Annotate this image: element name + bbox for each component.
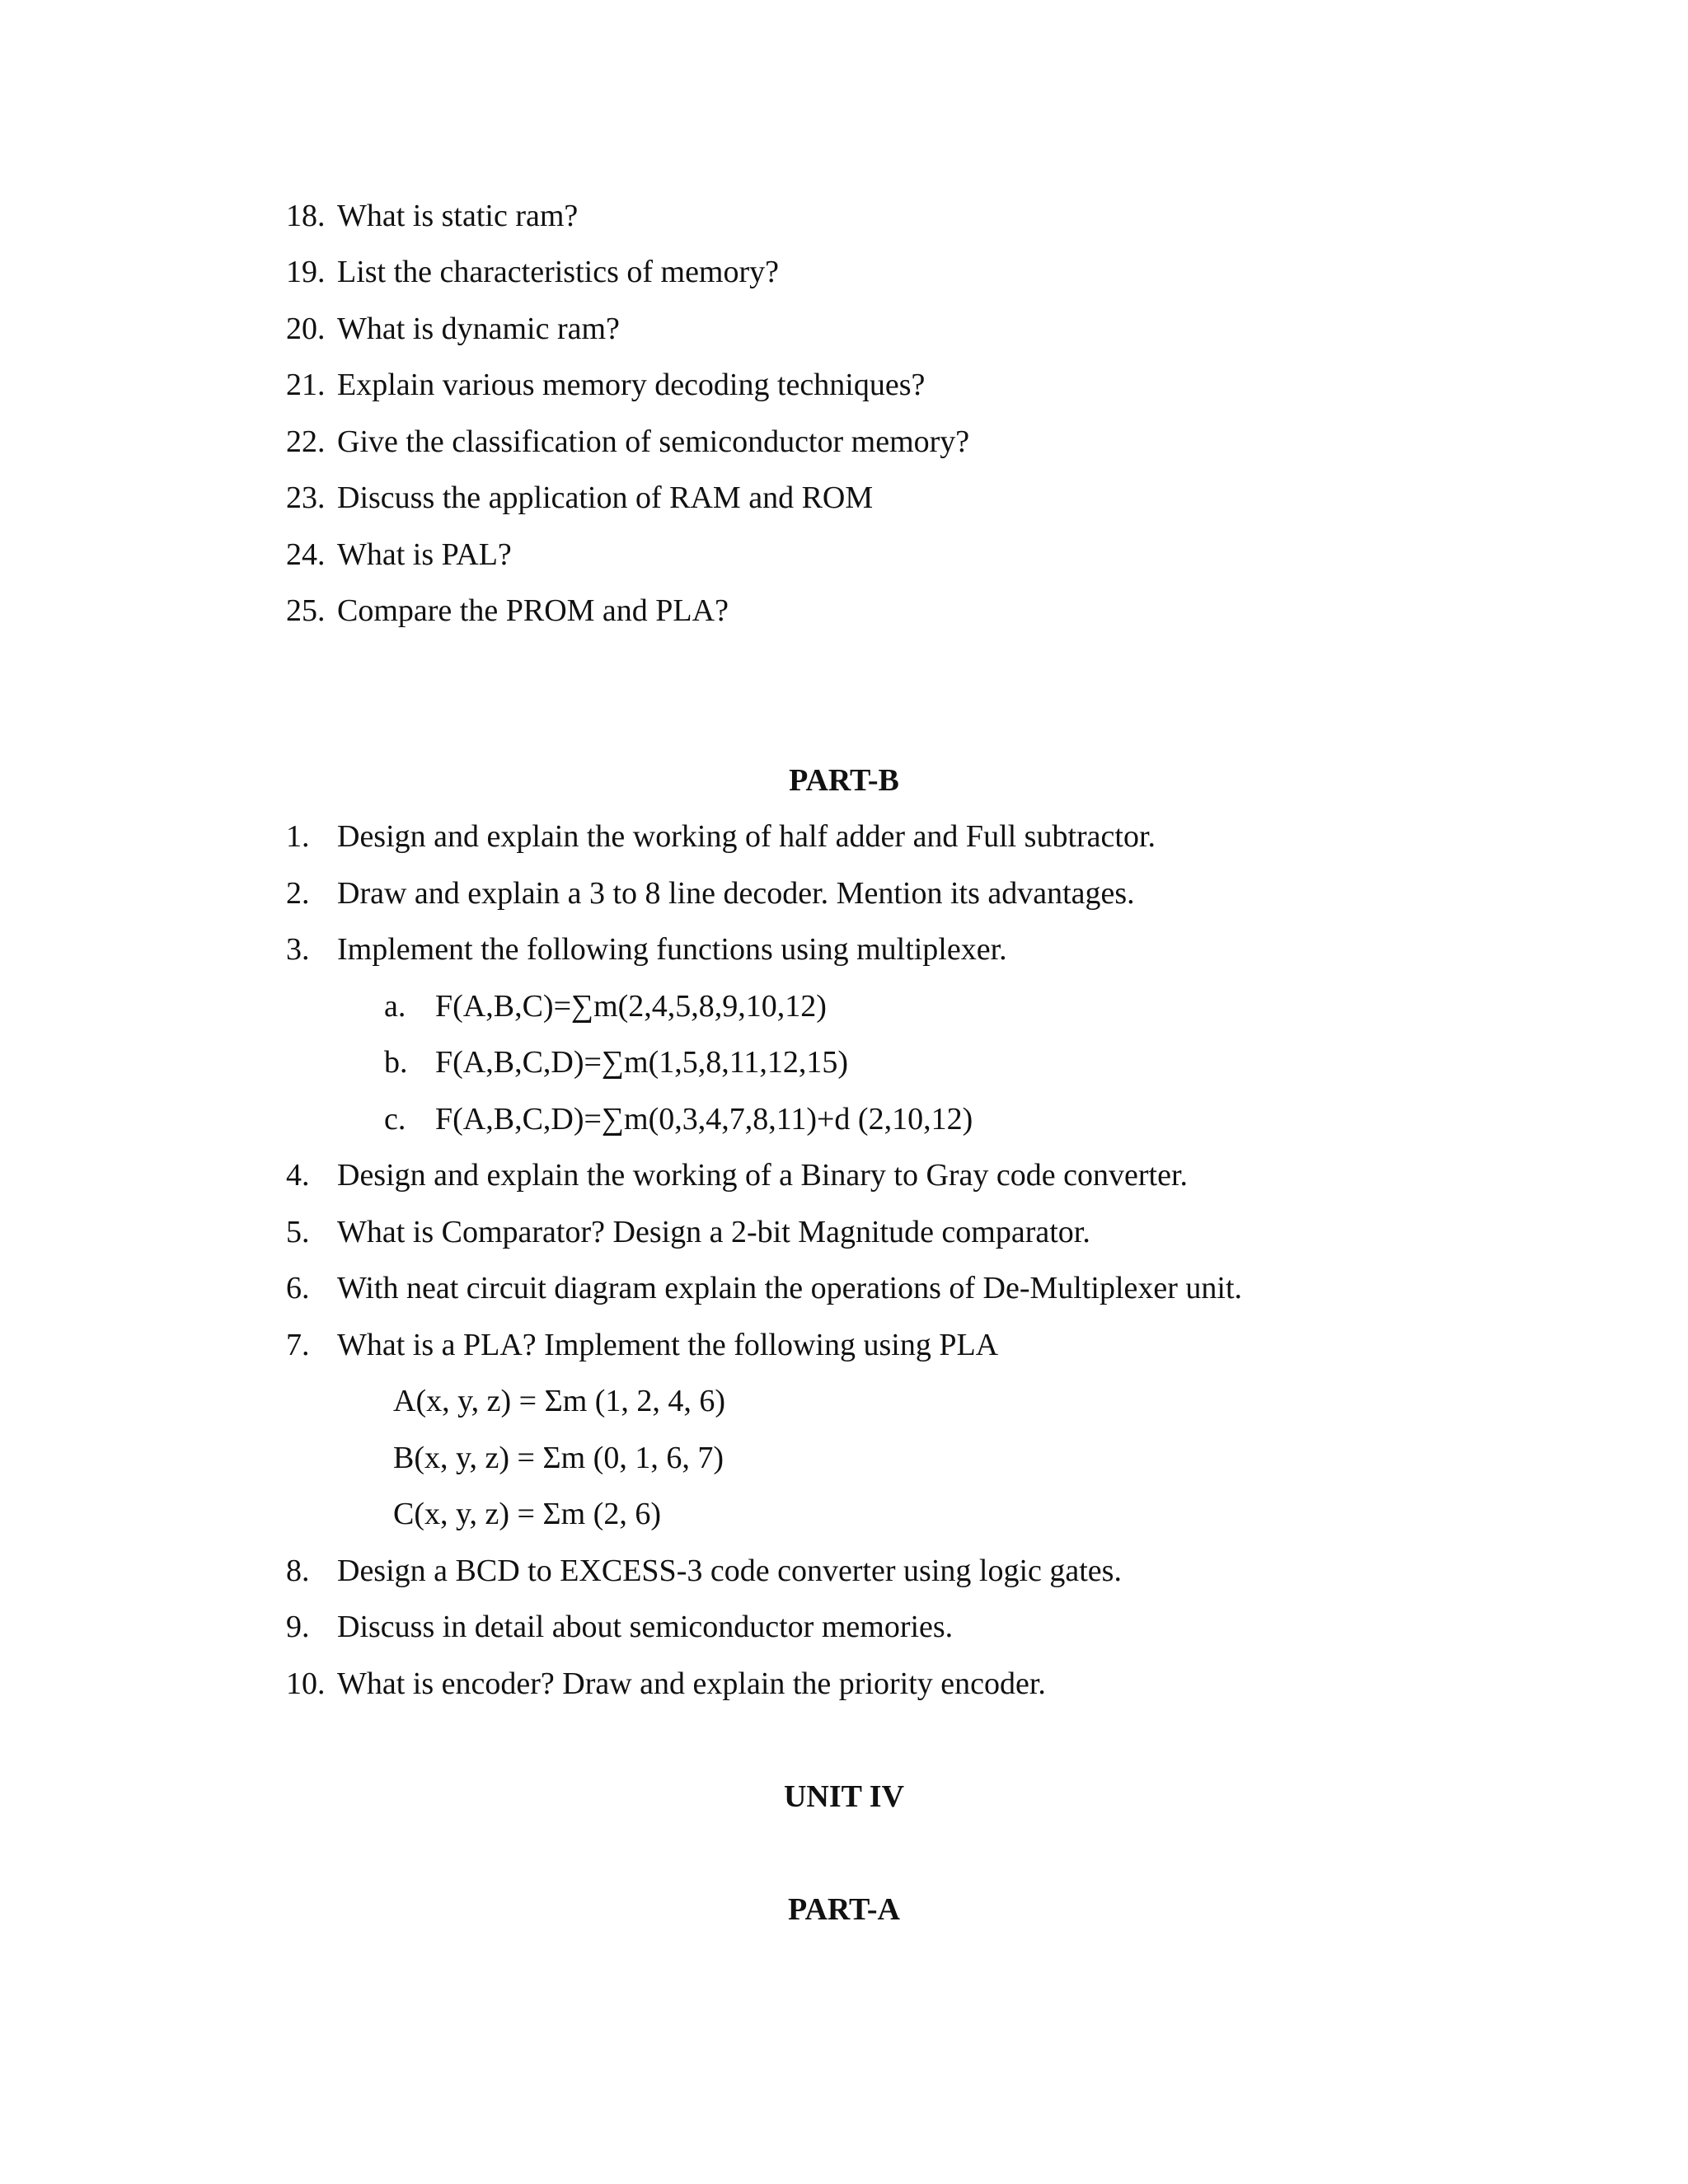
question-text: Discuss the application of RAM and ROM bbox=[337, 480, 874, 515]
part-b-question-9 bbox=[286, 1609, 953, 1645]
sub-item-letter: b. bbox=[384, 1045, 408, 1080]
question-text: List the characteristics of memory? bbox=[337, 255, 780, 289]
part-b-question-3 bbox=[286, 931, 1007, 968]
question-text: Explain various memory decoding techniques? bbox=[337, 368, 926, 402]
question-text: Draw and explain a 3 to 8 line decoder. Mention its advantages. bbox=[337, 876, 1135, 911]
question-number: 21. bbox=[286, 368, 326, 402]
sub-item-text: F(A,B,C,D)=∑m(0,3,4,7,8,11)+d (2,10,12) bbox=[435, 1102, 973, 1137]
sub-item-text: F(A,B,C,D)=∑m(1,5,8,11,12,15) bbox=[435, 1045, 848, 1080]
question-number: 7. bbox=[286, 1328, 310, 1362]
part-a-heading: PART-A bbox=[788, 1892, 900, 1927]
question-number: 22. bbox=[286, 424, 326, 459]
part-b-heading: PART-B bbox=[789, 763, 899, 798]
unit-heading: UNIT IV bbox=[783, 1779, 905, 1814]
question-22 bbox=[286, 424, 969, 460]
part-b-question-7 bbox=[286, 1327, 998, 1363]
part-b-question-3a bbox=[384, 988, 827, 1024]
part-b-question-6 bbox=[286, 1270, 1242, 1306]
question-text: Design and explain the working of a Binary to Gray code converter. bbox=[337, 1158, 1189, 1193]
question-text: What is PAL? bbox=[337, 537, 512, 572]
question-text: Discuss in detail about semiconductor memories. bbox=[337, 1610, 954, 1644]
question-25 bbox=[286, 593, 729, 629]
question-text: Design a BCD to EXCESS-3 code converter using logic gates. bbox=[337, 1554, 1122, 1588]
question-number: 9. bbox=[286, 1610, 310, 1644]
pla-function-b: B(x, y, z) = Σm (0, 1, 6, 7) bbox=[393, 1441, 724, 1475]
part-b-question-4 bbox=[286, 1157, 1188, 1193]
part-b-question-3c bbox=[384, 1101, 973, 1137]
question-number: 18. bbox=[286, 199, 326, 233]
question-number: 19. bbox=[286, 255, 326, 289]
sub-item-letter: a. bbox=[384, 989, 406, 1024]
question-24 bbox=[286, 537, 512, 573]
part-b-question-5 bbox=[286, 1214, 1090, 1250]
question-19 bbox=[286, 254, 779, 290]
question-21 bbox=[286, 367, 925, 403]
question-number: 8. bbox=[286, 1554, 310, 1588]
question-text: Compare the PROM and PLA? bbox=[337, 593, 729, 628]
question-number: 4. bbox=[286, 1158, 310, 1193]
part-b-question-10 bbox=[286, 1666, 1046, 1702]
part-b-question-2 bbox=[286, 875, 1135, 912]
question-text: What is Comparator? Design a 2-bit Magnitude comparator. bbox=[337, 1215, 1090, 1249]
question-20 bbox=[286, 311, 620, 347]
pla-function-c: C(x, y, z) = Σm (2, 6) bbox=[393, 1497, 661, 1531]
question-number: 25. bbox=[286, 593, 326, 628]
question-number: 10. bbox=[286, 1666, 326, 1701]
question-text: Implement the following functions using multiplexer. bbox=[337, 932, 1007, 967]
question-number: 6. bbox=[286, 1271, 310, 1305]
question-number: 24. bbox=[286, 537, 326, 572]
question-text: With neat circuit diagram explain the operations of De-Multiplexer unit. bbox=[337, 1271, 1243, 1305]
question-number: 1. bbox=[286, 819, 310, 854]
part-b-question-8 bbox=[286, 1553, 1122, 1589]
question-number: 3. bbox=[286, 932, 310, 967]
question-text: What is static ram? bbox=[337, 199, 579, 233]
question-23 bbox=[286, 480, 873, 516]
question-number: 5. bbox=[286, 1215, 310, 1249]
question-number: 2. bbox=[286, 876, 310, 911]
question-text: Design and explain the working of half adder and Full subtractor. bbox=[337, 819, 1156, 854]
question-text: What is a PLA? Implement the following using PLA bbox=[337, 1328, 999, 1362]
question-text: What is encoder? Draw and explain the priority encoder. bbox=[337, 1666, 1046, 1701]
question-text: Give the classification of semiconductor memory? bbox=[337, 424, 970, 459]
question-number: 20. bbox=[286, 312, 326, 346]
pla-function-a: A(x, y, z) = Σm (1, 2, 4, 6) bbox=[393, 1384, 726, 1418]
question-18 bbox=[286, 198, 578, 234]
question-number: 23. bbox=[286, 480, 326, 515]
question-text: What is dynamic ram? bbox=[337, 312, 620, 346]
sub-item-text: F(A,B,C)=∑m(2,4,5,8,9,10,12) bbox=[435, 989, 827, 1024]
part-b-question-1 bbox=[286, 818, 1156, 855]
part-b-question-3b bbox=[384, 1044, 848, 1080]
sub-item-letter: c. bbox=[384, 1102, 406, 1137]
